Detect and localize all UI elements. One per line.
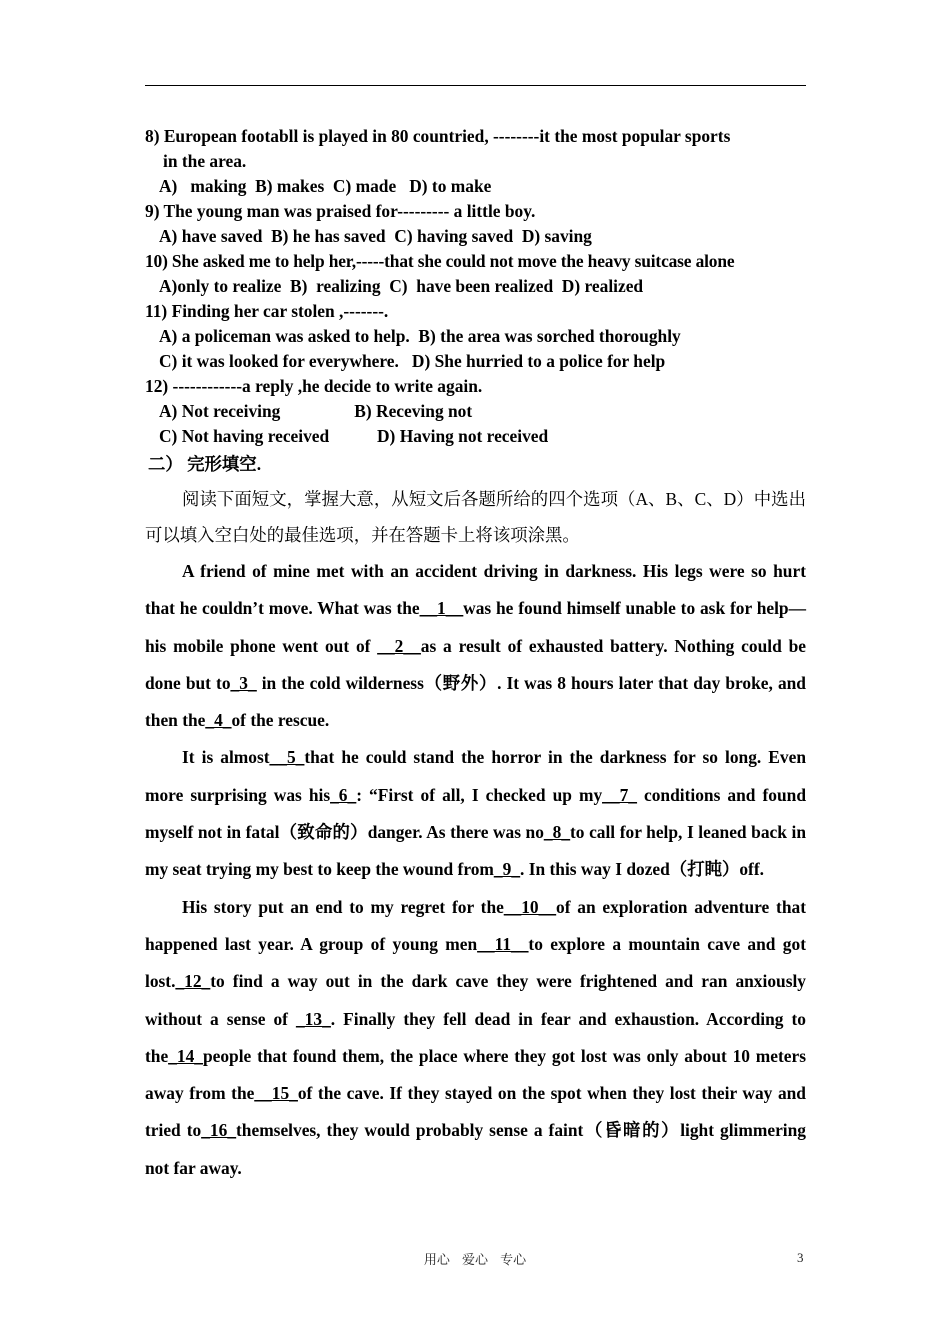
blank-8: _8_	[543, 822, 571, 843]
passage-text: people that found them, the place where they got lost was only about 10 meters away from the	[145, 1045, 806, 1104]
question-stem: 9) The young man was praised for--------- a little boy.	[145, 201, 536, 221]
passage-text: to explore a mountain cave and got lost.	[145, 933, 806, 992]
blank-3: _3_	[230, 672, 257, 693]
blank-9: _9_	[493, 859, 521, 880]
passage-text: of an exploration adventure that happened last year. A group of young men	[145, 896, 806, 954]
question-options: A)only to realize B) realizing C) have been realized D) realized	[159, 276, 644, 296]
passage-text: themselves, they would probably sense a faint（昏暗的）light glimmering not far away.	[145, 1120, 806, 1178]
passage-text: : “First of all, I checked up my	[356, 784, 603, 805]
passage-paragraph-2	[145, 739, 806, 888]
question-stem: 11) Finding her car stolen ,-------.	[145, 301, 389, 321]
passage-text: of the rescue.	[231, 710, 330, 731]
passage-text: to find a way out in the dark cave they were frightened and ran anxiously without a sense of	[145, 971, 806, 1029]
passage-paragraph-1	[145, 553, 806, 739]
page-number: 3	[797, 1250, 804, 1265]
passage-text: that he could stand the horror in the darkness for so long. Even more surprising was his	[145, 747, 806, 805]
passage-text: . Finally they fell dead in fear and exhaustion. According to the	[145, 1008, 806, 1066]
footer-motto: 用心 爱心 专心	[423, 1253, 527, 1268]
question-11	[145, 299, 806, 374]
question-12	[145, 374, 806, 449]
blank-11: __11__	[477, 933, 529, 954]
blank-2: __2__	[377, 635, 421, 656]
passage-text: conditions and found myself not in fatal（致命的）danger. As there was no	[145, 784, 806, 843]
question-options: A) have saved B) he has saved C) having saved D) saving	[159, 226, 592, 246]
question-options: C) Not having received D) Having not received	[159, 426, 549, 446]
passage-text: in the cold wilderness（野外）. It was 8 hours later that day broke, and then the	[145, 672, 806, 731]
question-stem: 12) ------------a reply ,he decide to write again.	[145, 376, 483, 396]
question-10	[145, 249, 806, 299]
passage-text: was he found himself unable to ask for help—his mobile phone went out of	[145, 598, 806, 656]
question-options: A) a policeman was asked to help. B) the area was sorched thoroughly	[159, 326, 681, 346]
header-rule	[145, 85, 806, 86]
blank-1: __1__	[419, 598, 464, 619]
passage-text: His story put an end to my regret for the	[182, 896, 504, 917]
blank-15: __15_	[254, 1083, 298, 1104]
page-content	[145, 124, 806, 1187]
blank-12: _12_	[175, 971, 211, 992]
passage-text: It is almost	[182, 747, 270, 768]
passage-paragraph-3	[145, 889, 806, 1187]
passage-text: of the cave. If they stayed on the spot when they lost their way and tried to	[145, 1083, 806, 1141]
question-stem: 10) She asked me to help her,-----that she could not move the heavy suitcase alone	[145, 251, 735, 271]
blank-10: __10__	[503, 896, 557, 917]
question-stem-continued: in the area.	[163, 151, 247, 171]
question-options: C) it was looked for everywhere. D) She hurried to a police for help	[159, 351, 666, 371]
blank-13: _13_	[295, 1008, 331, 1029]
section-instructions: 阅读下面短文，掌握大意，从短文后各题所给的四个选项（A、B、C、D）中选出可以填入空白处的最佳选项，并在答题卡上将该项涂黑。	[145, 489, 806, 545]
blank-16: _16_	[201, 1120, 237, 1141]
passage-text: A friend of mine met with an accident driving in darkness. His legs were so hurt that he couldn’t move. What was the	[145, 561, 806, 619]
passage-text: to call for help, I leaned back in my seat trying my best to keep the wound from	[145, 822, 806, 880]
passage-text: . In this way I dozed（打盹）off.	[520, 859, 764, 880]
blank-5: __5_	[269, 747, 305, 768]
blank-4: _4_	[205, 710, 232, 731]
question-8	[145, 124, 806, 199]
question-9	[145, 199, 806, 249]
passage-text: as a result of exhausted battery. Nothing could be done but to	[145, 635, 806, 693]
section-title: 二） 完形填空.	[148, 454, 262, 474]
question-stem: 8) European footabll is played in 80 countried, --------it the most popular sports	[145, 126, 731, 146]
question-options: A) Not receiving B) Receving not	[159, 401, 473, 421]
question-options: A) making B) makes C) made D) to make	[159, 176, 492, 196]
blank-14: _14_	[168, 1045, 203, 1066]
blank-7: __7_	[602, 784, 637, 805]
blank-6: _6_	[330, 784, 357, 805]
